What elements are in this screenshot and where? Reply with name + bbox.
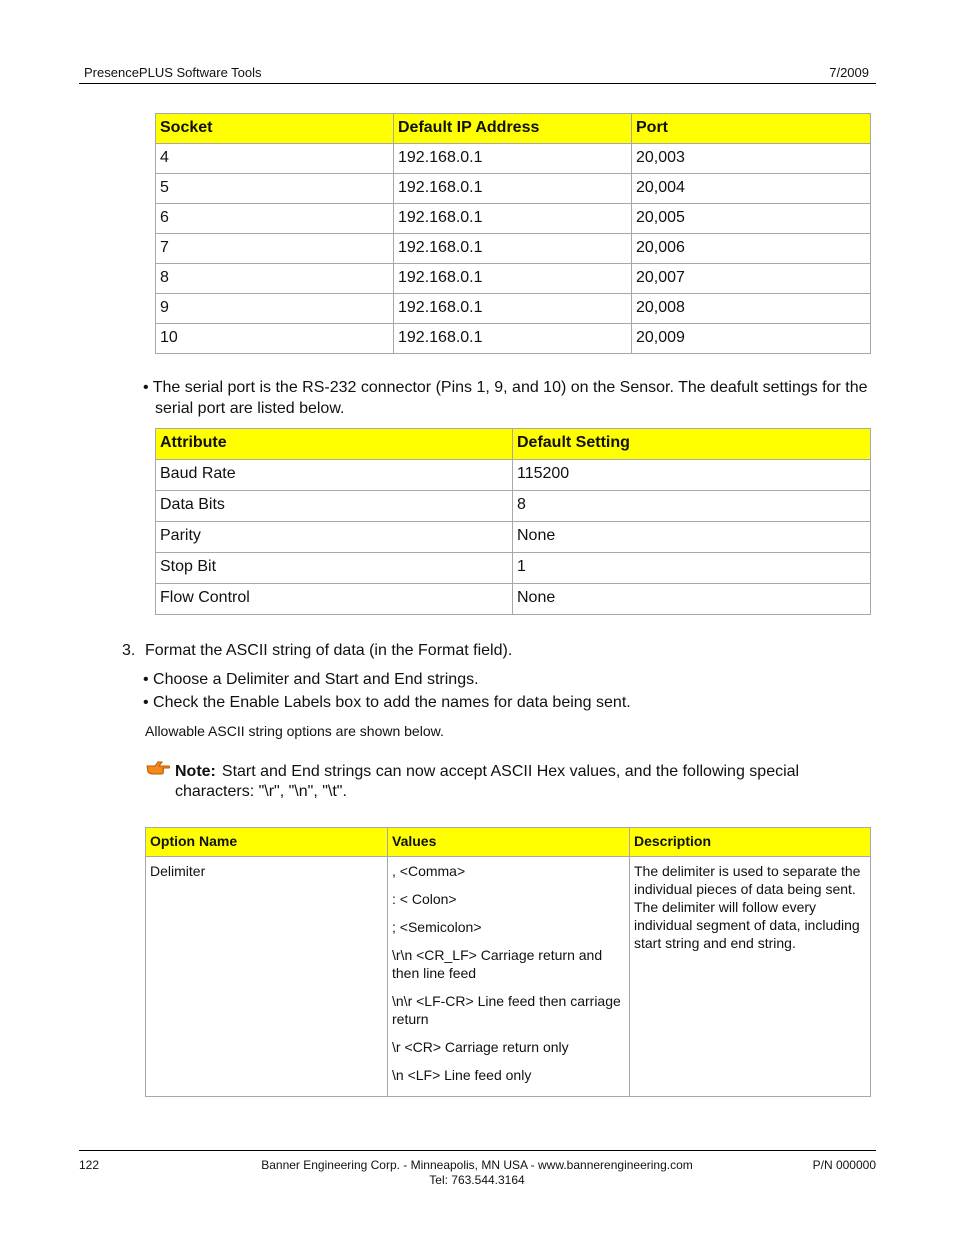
table-cell: 10 xyxy=(156,324,394,354)
table-row xyxy=(156,264,871,294)
serial-port-bullet: • The serial port is the RS-232 connector (Pins 1, 9, and 10) on the Sensor. The deafult settings for the serial port are listed below. xyxy=(143,379,868,417)
table-cell: 192.168.0.1 xyxy=(394,174,632,204)
column-header: Default Setting xyxy=(513,429,871,460)
table-cell: 4 xyxy=(156,144,394,174)
header-date: 7/2009 xyxy=(829,65,869,80)
table-cell: 192.168.0.1 xyxy=(394,294,632,324)
footer-company-line: Banner Engineering Corp. - Minneapolis, MN USA - www.bannerengineering.com xyxy=(261,1158,693,1172)
socket-table xyxy=(155,113,871,354)
note-body: Start and End strings can now accept ASCII Hex values, and the following special characters: "\r", "\n", "\t". xyxy=(175,763,800,800)
column-header: Values xyxy=(388,828,630,857)
table-cell: 20,008 xyxy=(632,294,871,324)
table-cell: 20,004 xyxy=(632,174,871,204)
step-number: 3. xyxy=(122,642,136,659)
table-cell: 7 xyxy=(156,234,394,264)
column-header: Option Name xyxy=(146,828,388,857)
column-header: Default IP Address xyxy=(394,114,632,144)
table-row xyxy=(156,522,871,553)
option-values-cell xyxy=(388,857,630,1097)
table-cell: 115200 xyxy=(513,460,871,491)
note xyxy=(145,762,865,802)
table-cell: Data Bits xyxy=(156,491,513,522)
page-number: 122 xyxy=(79,1158,100,1172)
step-3 xyxy=(122,642,512,660)
option-value: ; <Semicolon> xyxy=(392,919,482,935)
table-cell: 20,006 xyxy=(632,234,871,264)
step-text: Format the ASCII string of data (in the Format field). xyxy=(145,642,513,659)
table-cell: 20,005 xyxy=(632,204,871,234)
option-value: \r <CR> Carriage return only xyxy=(392,1039,569,1055)
table-cell: 192.168.0.1 xyxy=(394,264,632,294)
option-description-cell: The delimiter is used to separate the individual pieces of data being sent. The delimiter will follow every individual segment of data, including start string and end string. xyxy=(630,857,871,1097)
table-cell: 6 xyxy=(156,204,394,234)
table-row xyxy=(156,491,871,522)
table-row xyxy=(156,144,871,174)
table-header-row xyxy=(156,429,871,460)
footer-tel: Tel: 763.544.3164 xyxy=(429,1173,525,1187)
header-title: PresencePLUS Software Tools xyxy=(84,65,262,80)
table-cell: 192.168.0.1 xyxy=(394,144,632,174)
table-cell: None xyxy=(513,522,871,553)
table-row xyxy=(156,553,871,584)
table-cell: 8 xyxy=(156,264,394,294)
table-cell: 20,003 xyxy=(632,144,871,174)
allowable-options-text: Allowable ASCII string options are shown below. xyxy=(145,723,444,739)
table-row xyxy=(156,584,871,615)
ascii-options-table xyxy=(145,827,871,1097)
table-header-row xyxy=(156,114,871,144)
table-cell: Baud Rate xyxy=(156,460,513,491)
column-header: Attribute xyxy=(156,429,513,460)
table-row xyxy=(146,857,871,1097)
table-row xyxy=(156,460,871,491)
option-value: \n <LF> Line feed only xyxy=(392,1067,532,1083)
footer-company xyxy=(240,1158,714,1188)
bullet-enable-labels: • Check the Enable Labels box to add the names for data being sent. xyxy=(143,694,631,711)
option-value: \n\r <LF-CR> Line feed then carriage return xyxy=(392,993,621,1027)
table-header-row xyxy=(146,828,871,857)
option-value: , <Comma> xyxy=(392,863,466,879)
header-rule xyxy=(79,83,876,84)
table-cell: 5 xyxy=(156,174,394,204)
table-row xyxy=(156,174,871,204)
column-header: Socket xyxy=(156,114,394,144)
table-cell: Parity xyxy=(156,522,513,553)
column-header: Port xyxy=(632,114,871,144)
table-cell: 20,009 xyxy=(632,324,871,354)
table-cell: 8 xyxy=(513,491,871,522)
table-row xyxy=(156,324,871,354)
table-row xyxy=(156,234,871,264)
table-row xyxy=(156,294,871,324)
serial-settings-table xyxy=(155,428,871,615)
table-row xyxy=(156,204,871,234)
part-number: P/N 000000 xyxy=(812,1158,876,1172)
option-value: \r\n <CR_LF> Carriage return and then line feed xyxy=(392,947,603,981)
footer-rule xyxy=(79,1150,876,1151)
table-cell: 9 xyxy=(156,294,394,324)
column-header: Description xyxy=(630,828,871,857)
note-label: Note: xyxy=(175,763,216,780)
pointing-hand-icon xyxy=(145,758,171,778)
table-cell: Stop Bit xyxy=(156,553,513,584)
table-cell: Flow Control xyxy=(156,584,513,615)
table-cell: 1 xyxy=(513,553,871,584)
table-cell: None xyxy=(513,584,871,615)
table-cell: 20,007 xyxy=(632,264,871,294)
option-value: : < Colon> xyxy=(392,891,457,907)
bullet-delimiter: • Choose a Delimiter and Start and End strings. xyxy=(143,671,479,688)
table-cell: 192.168.0.1 xyxy=(394,324,632,354)
table-cell: 192.168.0.1 xyxy=(394,204,632,234)
option-name-cell: Delimiter xyxy=(146,857,388,1097)
table-cell: 192.168.0.1 xyxy=(394,234,632,264)
